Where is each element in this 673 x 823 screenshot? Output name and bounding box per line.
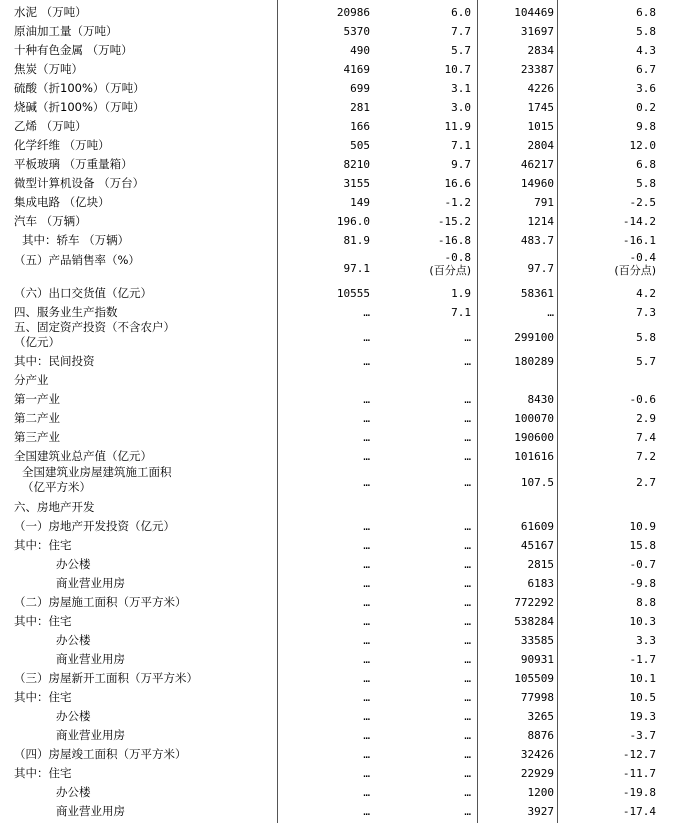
- table-row: [0, 517, 673, 536]
- cell-c4: 3.6: [636, 82, 656, 95]
- cell-c3: 90931: [520, 653, 554, 666]
- row-label: 商业营业用房: [56, 576, 125, 590]
- table-row: [0, 447, 673, 466]
- cell-c2: …: [464, 729, 471, 742]
- cell-c3: 1745: [527, 101, 554, 114]
- table-row: [0, 231, 673, 250]
- table-row: [0, 593, 673, 612]
- cell-c3: 1214: [527, 215, 554, 228]
- cell-c1: …: [363, 476, 370, 489]
- cell-c4: -9.8: [629, 577, 656, 590]
- cell-c1: …: [363, 431, 370, 444]
- table-row: [0, 193, 673, 212]
- cell-c4: 2.9: [636, 412, 656, 425]
- cell-c2: 7.7: [451, 25, 471, 38]
- cell-c4: -11.7: [622, 767, 656, 780]
- table-row: [0, 631, 673, 650]
- row-label: 五、固定资产投资（不含农户） （亿元）: [14, 320, 175, 349]
- cell-c4: 6.7: [636, 63, 656, 76]
- cell-c1: …: [363, 710, 370, 723]
- cell-c2: 5.7: [451, 44, 471, 57]
- row-label: 汽车 （万辆）: [14, 214, 87, 228]
- cell-c2: …: [464, 805, 471, 818]
- cell-c3: 180289: [514, 355, 554, 368]
- cell-c1: …: [363, 615, 370, 628]
- cell-c4: -1.7: [629, 653, 656, 666]
- row-label: 全国建筑业总产值（亿元）: [14, 449, 152, 463]
- cell-c2: …: [464, 767, 471, 780]
- cell-c2: -15.2: [437, 215, 471, 228]
- cell-c3: 107.5: [520, 476, 554, 489]
- cell-c2: …: [464, 393, 471, 406]
- cell-c3: 538284: [514, 615, 554, 628]
- cell-c4: 7.4: [636, 431, 656, 444]
- cell-c2: …: [464, 331, 471, 344]
- cell-c3: 33585: [520, 634, 554, 647]
- row-label: 原油加工量（万吨）: [14, 24, 118, 38]
- table-row: [0, 428, 673, 447]
- row-label: 其中：民间投资: [14, 354, 95, 368]
- cell-c4: 5.7: [636, 355, 656, 368]
- cell-c2: …: [464, 691, 471, 704]
- cell-c1: …: [363, 767, 370, 780]
- cell-c1: …: [363, 558, 370, 571]
- row-label: 第一产业: [14, 392, 60, 406]
- cell-c3: 4226: [527, 82, 554, 95]
- cell-c3: 31697: [520, 25, 554, 38]
- cell-c1: 8210: [343, 158, 370, 171]
- cell-c1: 97.1: [343, 262, 370, 275]
- table-row: [0, 409, 673, 428]
- cell-c2: …: [464, 672, 471, 685]
- cell-c1: 699: [350, 82, 370, 95]
- cell-c3: 61609: [520, 520, 554, 533]
- cell-c1: …: [363, 748, 370, 761]
- cell-c4: -17.4: [622, 805, 656, 818]
- cell-c1: 10555: [336, 287, 370, 300]
- table-row: [0, 155, 673, 174]
- table-row: [0, 3, 673, 22]
- cell-c4: -14.2: [622, 215, 656, 228]
- cell-c3: 77998: [520, 691, 554, 704]
- row-label: 其中：住宅: [14, 766, 72, 780]
- cell-c2: …: [464, 476, 471, 489]
- cell-c3: 2804: [527, 139, 554, 152]
- row-label: 烧碱（折100%）（万吨）: [14, 100, 145, 114]
- cell-c4: -12.7: [622, 748, 656, 761]
- table-row: [0, 650, 673, 669]
- cell-c1: …: [363, 306, 370, 319]
- cell-c4: 10.5: [629, 691, 656, 704]
- cell-c4: -2.5: [629, 196, 656, 209]
- cell-c3: 32426: [520, 748, 554, 761]
- cell-c3: 299100: [514, 331, 554, 344]
- cell-c2: …: [464, 558, 471, 571]
- cell-c4: 0.2: [636, 101, 656, 114]
- row-label: （二）房屋施工面积（万平方米）: [14, 595, 187, 609]
- cell-c1: …: [363, 786, 370, 799]
- row-label: 四、服务业生产指数: [14, 305, 118, 319]
- row-label: （一）房地产开发投资（亿元）: [14, 519, 175, 533]
- cell-c2: …: [464, 710, 471, 723]
- cell-c4: 12.0: [629, 139, 656, 152]
- cell-c3: 100070: [514, 412, 554, 425]
- row-label: 集成电路 （亿块）: [14, 195, 110, 209]
- row-label: 水泥 （万吨）: [14, 5, 87, 19]
- row-label: 商业营业用房: [56, 728, 125, 742]
- cell-c3: 8876: [527, 729, 554, 742]
- cell-c1: 196.0: [336, 215, 370, 228]
- cell-c4: 19.3: [629, 710, 656, 723]
- row-label: 其中：轿车 （万辆）: [22, 233, 130, 247]
- cell-c3: …: [547, 306, 554, 319]
- cell-c4: 2.7: [636, 476, 656, 489]
- table-row: [0, 612, 673, 631]
- cell-c1: 281: [350, 101, 370, 114]
- cell-c1: …: [363, 729, 370, 742]
- cell-c4: 8.8: [636, 596, 656, 609]
- cell-c1: …: [363, 331, 370, 344]
- row-label: 平板玻璃 （万重量箱）: [14, 157, 133, 171]
- cell-c2: …: [464, 431, 471, 444]
- row-label: 化学纤维 （万吨）: [14, 138, 110, 152]
- cell-c4: 4.2: [636, 287, 656, 300]
- row-label: 十种有色金属 （万吨）: [14, 43, 133, 57]
- cell-c2: 3.0: [451, 101, 471, 114]
- cell-c1: …: [363, 672, 370, 685]
- row-label: 其中：住宅: [14, 690, 72, 704]
- cell-c1: …: [363, 596, 370, 609]
- cell-c1: …: [363, 653, 370, 666]
- cell-c2: …: [464, 355, 471, 368]
- table-row: [0, 802, 673, 821]
- cell-c2: …: [464, 786, 471, 799]
- cell-c2: 10.7: [444, 63, 471, 76]
- row-label: （三）房屋新开工面积（万平方米）: [14, 671, 198, 685]
- row-label: 焦炭（万吨）: [14, 62, 83, 76]
- cell-c4: 5.8: [636, 25, 656, 38]
- row-label: 办公楼: [56, 633, 91, 647]
- cell-c2: 7.1: [451, 139, 471, 152]
- cell-c2: …: [464, 748, 471, 761]
- table-row: [0, 371, 673, 390]
- table-row: [0, 764, 673, 783]
- cell-c1: …: [363, 577, 370, 590]
- cell-c4: 7.3: [636, 306, 656, 319]
- cell-c4: 3.3: [636, 634, 656, 647]
- table-row: [0, 669, 673, 688]
- row-label: 办公楼: [56, 709, 91, 723]
- table-row: [0, 352, 673, 371]
- cell-c3: 22929: [520, 767, 554, 780]
- cell-c1: …: [363, 450, 370, 463]
- cell-c3: 791: [534, 196, 554, 209]
- cell-c4: 9.8: [636, 120, 656, 133]
- table-row: [0, 745, 673, 764]
- cell-c4: 6.8: [636, 6, 656, 19]
- table-row: [0, 117, 673, 136]
- table-row: [0, 251, 673, 285]
- row-label: （四）房屋竣工面积（万平方米）: [14, 747, 187, 761]
- cell-c1: 166: [350, 120, 370, 133]
- row-label: 商业营业用房: [56, 652, 125, 666]
- row-label: 全国建筑业房屋建筑施工面积 （亿平方米）: [22, 465, 172, 494]
- row-label: 第三产业: [14, 430, 60, 444]
- cell-c2: …: [464, 577, 471, 590]
- cell-c1: …: [363, 634, 370, 647]
- row-label: （六）出口交货值（亿元）: [14, 286, 152, 300]
- cell-c4: -19.8: [622, 786, 656, 799]
- cell-c3: 2834: [527, 44, 554, 57]
- table-row: [0, 60, 673, 79]
- cell-c4: 5.8: [636, 331, 656, 344]
- cell-c2: -0.8 (百分点): [429, 251, 471, 277]
- cell-c2: …: [464, 615, 471, 628]
- cell-c1: …: [363, 805, 370, 818]
- cell-c1: 3155: [343, 177, 370, 190]
- cell-c4: 5.8: [636, 177, 656, 190]
- table-row: [0, 320, 673, 354]
- cell-c3: 6183: [527, 577, 554, 590]
- row-label: 分产业: [14, 373, 49, 387]
- cell-c4: 10.3: [629, 615, 656, 628]
- cell-c4: 10.1: [629, 672, 656, 685]
- cell-c1: …: [363, 412, 370, 425]
- cell-c2: 11.9: [444, 120, 471, 133]
- cell-c4: 10.9: [629, 520, 656, 533]
- table-row: [0, 212, 673, 231]
- cell-c1: 149: [350, 196, 370, 209]
- cell-c1: …: [363, 691, 370, 704]
- table-row: [0, 498, 673, 517]
- cell-c3: 2815: [527, 558, 554, 571]
- row-label: 乙烯 （万吨）: [14, 119, 87, 133]
- cell-c2: …: [464, 450, 471, 463]
- table-row: [0, 688, 673, 707]
- cell-c2: -16.8: [437, 234, 471, 247]
- cell-c1: …: [363, 539, 370, 552]
- cell-c2: 7.1: [451, 306, 471, 319]
- cell-c3: 45167: [520, 539, 554, 552]
- cell-c1: …: [363, 393, 370, 406]
- table-row: [0, 536, 673, 555]
- cell-c1: 20986: [336, 6, 370, 19]
- row-label: 第二产业: [14, 411, 60, 425]
- cell-c2: 16.6: [444, 177, 471, 190]
- table-row: [0, 574, 673, 593]
- cell-c2: 3.1: [451, 82, 471, 95]
- cell-c3: 23387: [520, 63, 554, 76]
- cell-c1: 4169: [343, 63, 370, 76]
- cell-c3: 104469: [514, 6, 554, 19]
- table-row: [0, 174, 673, 193]
- row-label: 其中：住宅: [14, 614, 72, 628]
- cell-c4: -0.7: [629, 558, 656, 571]
- cell-c1: 505: [350, 139, 370, 152]
- cell-c3: 14960: [520, 177, 554, 190]
- cell-c3: 8430: [527, 393, 554, 406]
- cell-c2: 9.7: [451, 158, 471, 171]
- table-row: [0, 726, 673, 745]
- cell-c1: 490: [350, 44, 370, 57]
- row-label: 其中：住宅: [14, 538, 72, 552]
- cell-c4: 6.8: [636, 158, 656, 171]
- cell-c3: 1200: [527, 786, 554, 799]
- cell-c2: 6.0: [451, 6, 471, 19]
- cell-c2: …: [464, 520, 471, 533]
- row-label: 办公楼: [56, 785, 91, 799]
- cell-c4: -0.4 (百分点): [614, 251, 656, 277]
- cell-c3: 3927: [527, 805, 554, 818]
- table-row: [0, 783, 673, 802]
- table-row: [0, 79, 673, 98]
- cell-c2: -1.2: [444, 196, 471, 209]
- cell-c3: 101616: [514, 450, 554, 463]
- cell-c1: …: [363, 355, 370, 368]
- cell-c3: 46217: [520, 158, 554, 171]
- table-row: [0, 22, 673, 41]
- cell-c4: 15.8: [629, 539, 656, 552]
- cell-c2: …: [464, 539, 471, 552]
- cell-c4: -16.1: [622, 234, 656, 247]
- cell-c2: …: [464, 596, 471, 609]
- cell-c4: -3.7: [629, 729, 656, 742]
- row-label: 六、房地产开发: [14, 500, 95, 514]
- cell-c3: 483.7: [520, 234, 554, 247]
- row-label: 微型计算机设备 （万台）: [14, 176, 145, 190]
- table-row: [0, 284, 673, 303]
- row-label: （五）产品销售率（%）: [14, 253, 140, 267]
- cell-c2: …: [464, 634, 471, 647]
- table-row: [0, 707, 673, 726]
- table-row: [0, 465, 673, 499]
- cell-c3: 1015: [527, 120, 554, 133]
- row-label: 办公楼: [56, 557, 91, 571]
- table-row: [0, 390, 673, 409]
- cell-c2: 1.9: [451, 287, 471, 300]
- cell-c1: 81.9: [343, 234, 370, 247]
- cell-c1: 5370: [343, 25, 370, 38]
- table-row: [0, 555, 673, 574]
- cell-c2: …: [464, 653, 471, 666]
- cell-c3: 58361: [520, 287, 554, 300]
- table-row: [0, 98, 673, 117]
- table-row: [0, 41, 673, 60]
- cell-c1: …: [363, 520, 370, 533]
- cell-c3: 97.7: [527, 262, 554, 275]
- cell-c4: -0.6: [629, 393, 656, 406]
- cell-c4: 7.2: [636, 450, 656, 463]
- cell-c2: …: [464, 412, 471, 425]
- row-label: 商业营业用房: [56, 804, 125, 818]
- cell-c4: 4.3: [636, 44, 656, 57]
- cell-c3: 3265: [527, 710, 554, 723]
- cell-c3: 190600: [514, 431, 554, 444]
- cell-c3: 105509: [514, 672, 554, 685]
- row-label: 硫酸（折100%）（万吨）: [14, 81, 145, 95]
- cell-c3: 772292: [514, 596, 554, 609]
- table-row: [0, 136, 673, 155]
